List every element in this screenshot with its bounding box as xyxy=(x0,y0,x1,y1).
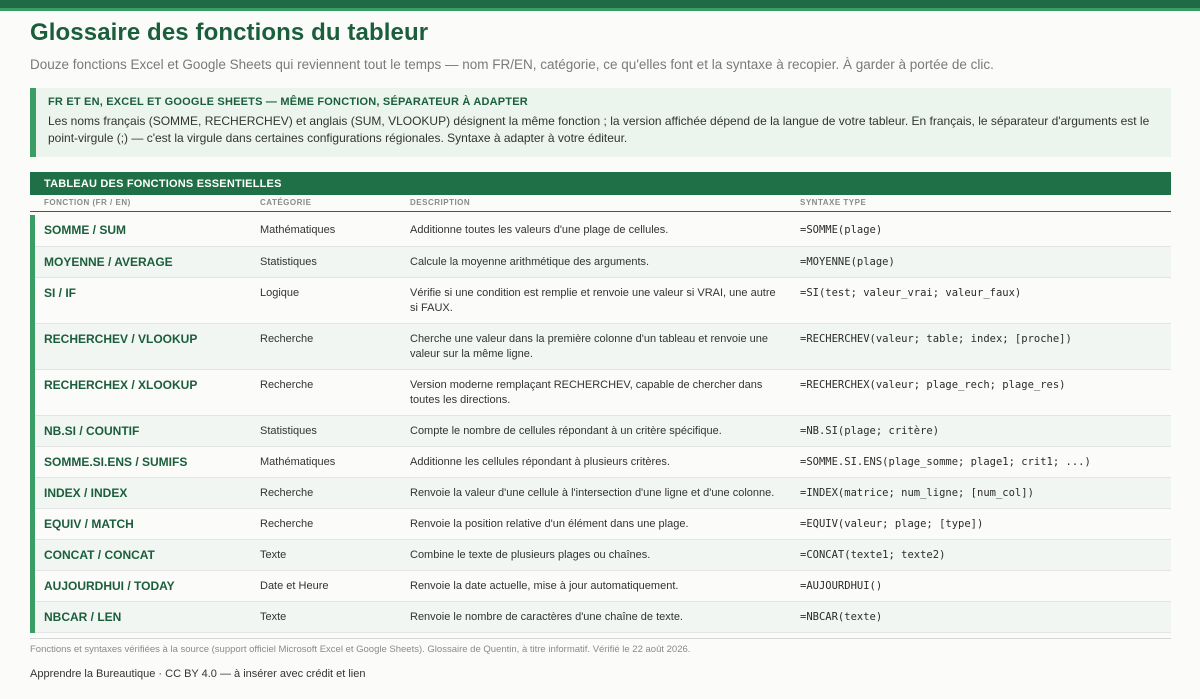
callout-text: Les noms français (SOMME, RECHERCHEV) et anglais (SUM, VLOOKUP) désignent la même fonction ; la version affichée dépend de la langue de votre tableur. En français, le séparateur d'arguments est le point-virgule (;) — c'est la virgule dans certaines configurations régionales. Syntaxe à adapter à votre éditeur. xyxy=(48,114,1150,145)
table-row xyxy=(35,215,1171,247)
function-description: Version moderne remplaçant RECHERCHEV, capable de chercher dans toutes les directions. xyxy=(410,379,763,406)
function-name: EQUIV / MATCH xyxy=(44,517,134,531)
table-row xyxy=(35,602,1171,633)
function-category: Texte xyxy=(260,549,287,561)
function-syntax: =EQUIV(valeur; plage; [type]) xyxy=(800,518,984,530)
table-row xyxy=(35,509,1171,540)
function-syntax: =SOMME(plage) xyxy=(800,224,883,236)
function-description: Renvoie la position relative d'un élément dans une plage. xyxy=(410,518,689,530)
function-category: Recherche xyxy=(260,487,314,499)
function-name: AUJOURDHUI / TODAY xyxy=(44,579,175,593)
function-category: Statistiques xyxy=(260,425,317,437)
function-description: Renvoie la date actuelle, mise à jour automatiquement. xyxy=(410,580,679,592)
top-accent-bar xyxy=(0,0,1200,8)
table-row xyxy=(35,324,1171,370)
function-category: Recherche xyxy=(260,379,314,391)
function-name: RECHERCHEV / VLOOKUP xyxy=(44,332,198,346)
callout-heading: FR ET EN, EXCEL ET GOOGLE SHEETS — MÊME FONCTION, SÉPARATEUR À ADAPTER xyxy=(48,96,528,108)
function-name: NB.SI / COUNTIF xyxy=(44,424,140,438)
function-description: Compte le nombre de cellules répondant à un critère spécifique. xyxy=(410,425,722,437)
source-note: Fonctions et syntaxes vérifiées à la source (support officiel Microsoft Excel et Google Sheets). Glossaire de Quentin, à titre informatif. Vérifié le 22 août 2026. xyxy=(30,644,691,655)
table-row xyxy=(35,540,1171,571)
function-category: Recherche xyxy=(260,518,314,530)
credit-line: Apprendre la Bureautique · CC BY 4.0 — à insérer avec crédit et lien xyxy=(30,668,366,680)
table-title: TABLEAU DES FONCTIONS ESSENTIELLES xyxy=(30,172,1171,195)
function-syntax: =INDEX(matrice; num_ligne; [num_col]) xyxy=(800,487,1034,499)
table-row xyxy=(35,447,1171,478)
function-category: Texte xyxy=(260,611,287,623)
function-description: Combine le texte de plusieurs plages ou chaînes. xyxy=(410,549,651,561)
function-name: MOYENNE / AVERAGE xyxy=(44,255,173,269)
column-header-description: DESCRIPTION xyxy=(410,198,471,207)
function-syntax: =CONCAT(texte1; texte2) xyxy=(800,549,946,561)
table-row xyxy=(35,370,1171,416)
function-name: SOMME / SUM xyxy=(44,223,127,237)
function-category: Recherche xyxy=(260,333,314,345)
function-syntax: =RECHERCHEV(valeur; table; index; [proche]) xyxy=(800,333,1072,345)
function-category: Mathématiques xyxy=(260,456,336,468)
function-category: Logique xyxy=(260,287,300,299)
function-name: NBCAR / LEN xyxy=(44,610,122,624)
function-syntax: =NB.SI(plage; critère) xyxy=(800,425,940,437)
table-row xyxy=(35,247,1171,278)
table-row xyxy=(35,478,1171,509)
function-syntax: =SOMME.SI.ENS(plage_somme; plage1; crit1; ...) xyxy=(800,456,1091,468)
function-category: Mathématiques xyxy=(260,224,336,236)
function-syntax: =MOYENNE(plage) xyxy=(800,256,895,268)
function-name: CONCAT / CONCAT xyxy=(44,548,155,562)
footer-divider xyxy=(30,638,1171,639)
function-name: SI / IF xyxy=(44,286,77,300)
function-category: Date et Heure xyxy=(260,580,329,592)
column-header-function: FONCTION (FR / EN) xyxy=(44,198,131,207)
function-category: Statistiques xyxy=(260,256,317,268)
table-row xyxy=(35,278,1171,324)
function-description: Cherche une valeur dans la première colonne d'un tableau et renvoie une valeur sur la même ligne. xyxy=(410,333,769,360)
column-header-category: CATÉGORIE xyxy=(260,198,312,207)
function-name: INDEX / INDEX xyxy=(44,486,128,500)
function-syntax: =SI(test; valeur_vrai; valeur_faux) xyxy=(800,287,1022,299)
table-row xyxy=(35,416,1171,447)
column-header-syntax: SYNTAXE TYPE xyxy=(800,198,867,207)
function-syntax: =AUJOURDHUI() xyxy=(800,580,883,592)
function-name: SOMME.SI.ENS / SUMIFS xyxy=(44,455,188,469)
function-syntax: =NBCAR(texte) xyxy=(800,611,883,623)
function-description: Vérifie si une condition est remplie et renvoie une valeur si VRAI, une autre si FAUX. xyxy=(410,287,776,314)
table-row xyxy=(35,571,1171,602)
functions-table-body xyxy=(30,215,1171,633)
function-description: Additionne toutes les valeurs d'une plage de cellules. xyxy=(410,224,669,236)
function-name: RECHERCHEX / XLOOKUP xyxy=(44,378,198,392)
table-column-headers xyxy=(30,195,1171,212)
function-description: Renvoie la valeur d'une cellule à l'intersection d'une ligne et d'une colonne. xyxy=(410,487,775,499)
function-description: Additionne les cellules répondant à plusieurs critères. xyxy=(410,456,670,468)
function-description: Renvoie le nombre de caractères d'une chaîne de texte. xyxy=(410,611,683,623)
page-subtitle: Douze fonctions Excel et Google Sheets qui reviennent tout le temps — nom FR/EN, catégorie, ce qu'elles font et la syntaxe à recopier. À garder à portée de clic. xyxy=(30,57,994,72)
page-title: Glossaire des fonctions du tableur xyxy=(30,19,429,46)
info-callout xyxy=(30,88,1171,157)
function-syntax: =RECHERCHEX(valeur; plage_rech; plage_res) xyxy=(800,379,1066,391)
function-description: Calcule la moyenne arithmétique des arguments. xyxy=(410,256,650,268)
